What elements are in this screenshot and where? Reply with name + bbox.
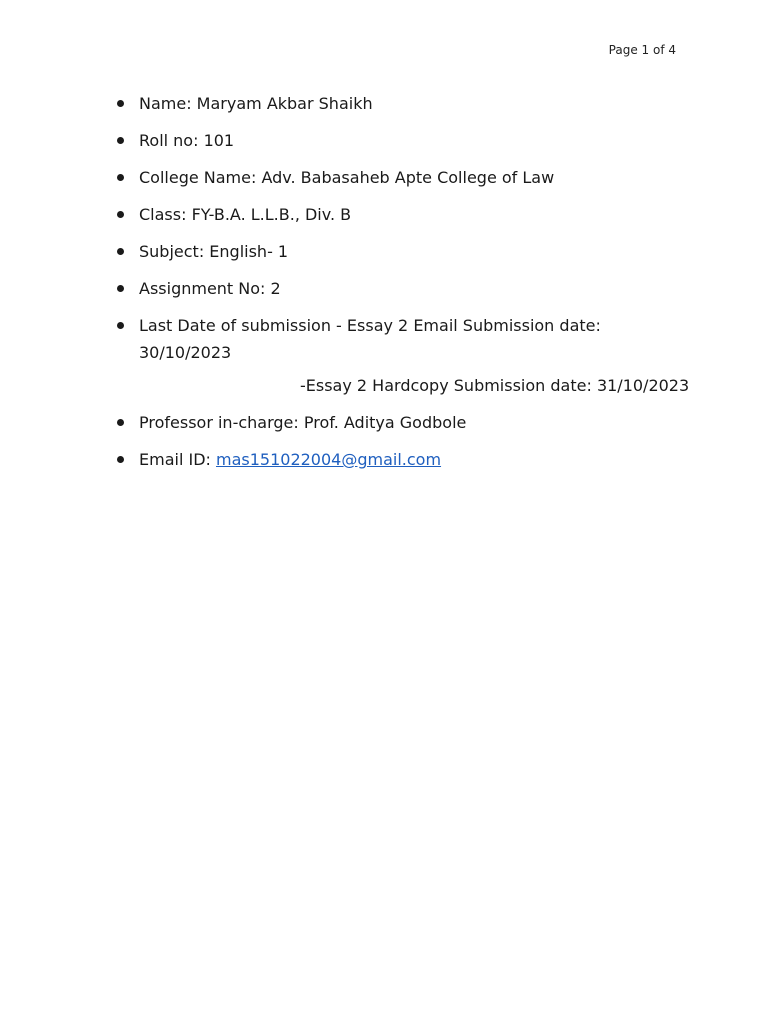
list-item-college <box>117 164 717 191</box>
bullet-icon <box>117 100 124 107</box>
roll-text: Roll no: 101 <box>139 131 235 150</box>
list-item-assignment <box>117 275 717 302</box>
bullet-icon <box>117 211 124 218</box>
list-item-email <box>117 446 717 473</box>
last-date-text: Last Date of submission - Essay 2 Email Submission date: 30/10/2023 <box>139 316 601 362</box>
page-indicator: Page 1 of 4 <box>608 43 676 57</box>
college-text: College Name: Adv. Babasaheb Apte College of Law <box>139 168 555 187</box>
bullet-icon <box>117 137 124 144</box>
email-link[interactable]: mas151022004@gmail.com <box>216 450 442 469</box>
bullet-icon <box>117 322 124 329</box>
list-item-subject <box>117 238 717 265</box>
bullet-icon <box>117 174 124 181</box>
list-item-roll <box>117 127 717 154</box>
list-item-class <box>117 201 717 228</box>
class-text: Class: FY-B.A. L.L.B., Div. B <box>139 205 352 224</box>
bullet-icon <box>117 248 124 255</box>
info-list <box>117 90 717 483</box>
bullet-icon <box>117 419 124 426</box>
name-text: Name: Maryam Akbar Shaikh <box>139 94 373 113</box>
list-item-name <box>117 90 717 117</box>
assignment-text: Assignment No: 2 <box>139 279 281 298</box>
hardcopy-line: -Essay 2 Hardcopy Submission date: 31/10/2023 <box>300 376 690 395</box>
list-item-professor <box>117 409 717 436</box>
bullet-icon <box>117 285 124 292</box>
bullet-icon <box>117 456 124 463</box>
email-label: Email ID: <box>139 450 216 469</box>
professor-text: Professor in-charge: Prof. Aditya Godbole <box>139 413 467 432</box>
list-item-last-date <box>117 312 609 366</box>
subject-text: Subject: English- 1 <box>139 242 289 261</box>
